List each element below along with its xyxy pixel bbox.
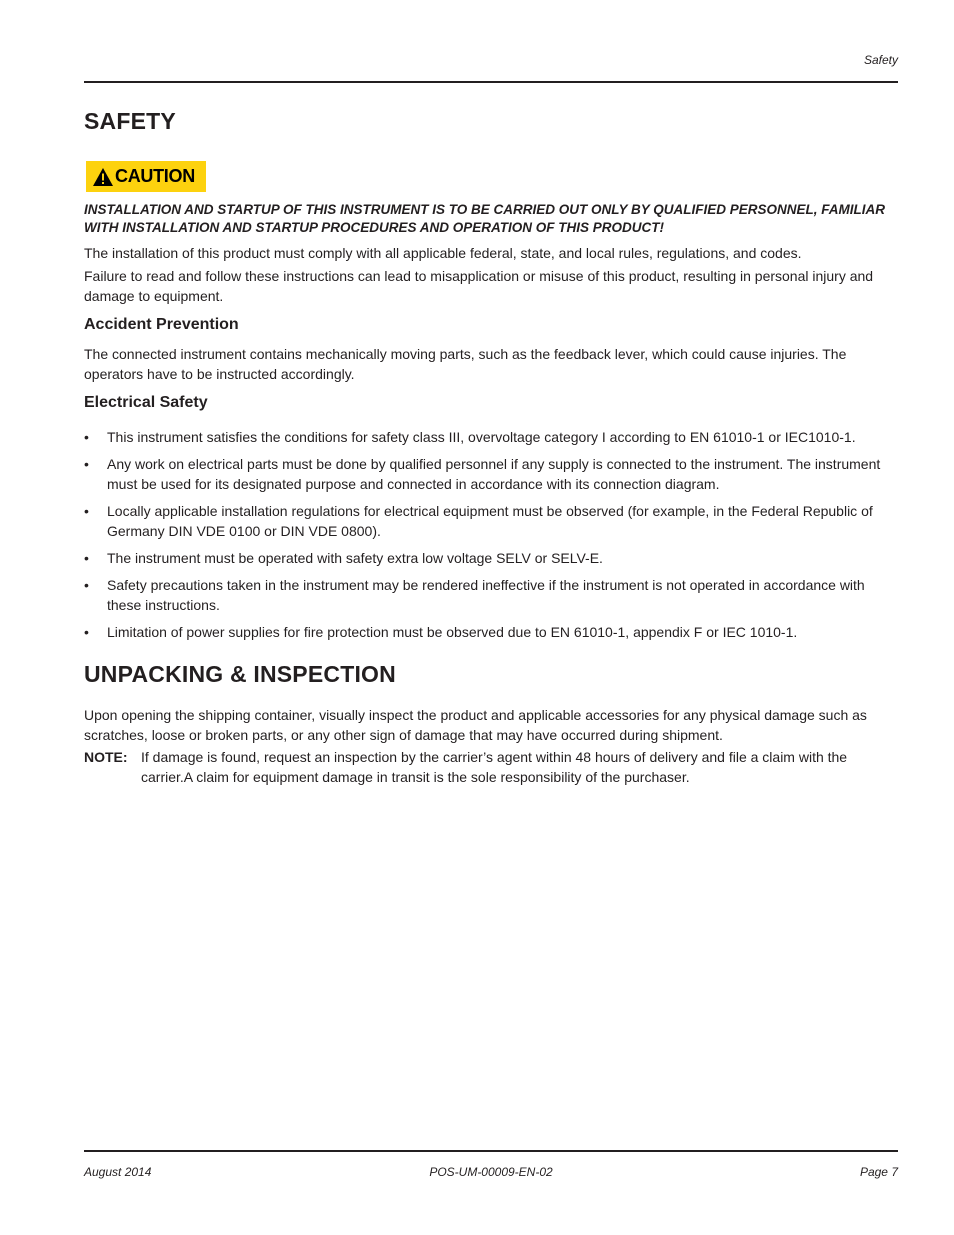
- document-page: [84, 0, 898, 1235]
- accident-prevention-text: The connected instrument contains mechanically moving parts, such as the feedback lever, which could cause injuries. The operators have to be instructed accordingly.: [84, 346, 847, 382]
- footer-doc-id: POS-UM-00009-EN-02: [429, 1165, 553, 1179]
- footer-date: August 2014: [84, 1165, 152, 1179]
- bullet-icon: •: [84, 549, 89, 566]
- header-rule: [84, 81, 898, 83]
- note-label: NOTE:: [84, 749, 128, 765]
- caution-label: CAUTION: [115, 166, 195, 186]
- bullet-icon: •: [84, 429, 89, 445]
- header-section-label: Safety: [863, 53, 898, 67]
- note-text: If damage is found, request an inspection by the carrier’s agent within 48 hours of delivery and file a claim with the carrier.A claim for equipment damage in transit is the sole responsibility of the purchaser.: [141, 749, 848, 785]
- accident-prevention-heading: Accident Prevention: [84, 316, 239, 333]
- list-item: • The instrument must be operated with safety extra low voltage SELV or SELV-E.: [84, 549, 898, 569]
- list-item: • Limitation of power supplies for fire protection must be observed due to EN 61010-1, appendix F or IEC 1010-1.: [84, 623, 898, 643]
- caution-badge: [86, 161, 206, 192]
- list-item: • Safety precautions taken in the instrument may be rendered ineffective if the instrument is not operated in accordance with these instructions.: [84, 577, 865, 613]
- list-item: • Locally applicable installation regulations for electrical equipment must be observed (for example, in the Federal Republic of Germany DIN VDE 0100 or DIN VDE 0800).: [84, 503, 873, 539]
- electrical-safety-list: [84, 428, 898, 650]
- electrical-safety-heading: Electrical Safety: [84, 394, 208, 411]
- list-item: • Any work on electrical parts must be done by qualified personnel if any supply is connected to the instrument. The instrument must be used for its designated purpose and connected in accordance with its connection diagram.: [84, 456, 881, 492]
- bullet-icon: •: [84, 456, 89, 473]
- warning-triangle-icon: [92, 167, 114, 187]
- safety-paragraph-2: Failure to read and follow these instructions can lead to misapplication or misuse of this product, resulting in personal injury and damage to equipment.: [84, 268, 874, 304]
- unpacking-paragraph: Upon opening the shipping container, visually inspect the product and applicable accessories for any physical damage such as scratches, loose or broken parts, or any other sign of damage that may have occurred during shipment.: [84, 707, 867, 743]
- bullet-icon: •: [84, 503, 89, 520]
- safety-title: SAFETY: [84, 108, 176, 134]
- footer-page-number: Page 7: [859, 1165, 898, 1179]
- bullet-icon: •: [84, 623, 89, 640]
- footer-rule: [84, 1150, 898, 1152]
- caution-text: INSTALLATION AND STARTUP OF THIS INSTRUMENT IS TO BE CARRIED OUT ONLY BY QUALIFIED PERSONNEL, FAMILIAR WITH INSTALLATION AND STARTUP PROCEDURES AND OPERATION OF THIS PRODUCT!: [84, 202, 886, 235]
- safety-paragraph-1: The installation of this product must comply with all applicable federal, state, and local rules, regulations, and codes.: [84, 245, 802, 261]
- unpacking-title: UNPACKING & INSPECTION: [84, 661, 396, 687]
- list-item: • This instrument satisfies the conditions for safety class III, overvoltage category I according to EN 61010-1 or IEC1010-1.: [84, 428, 898, 448]
- bullet-icon: •: [84, 577, 89, 594]
